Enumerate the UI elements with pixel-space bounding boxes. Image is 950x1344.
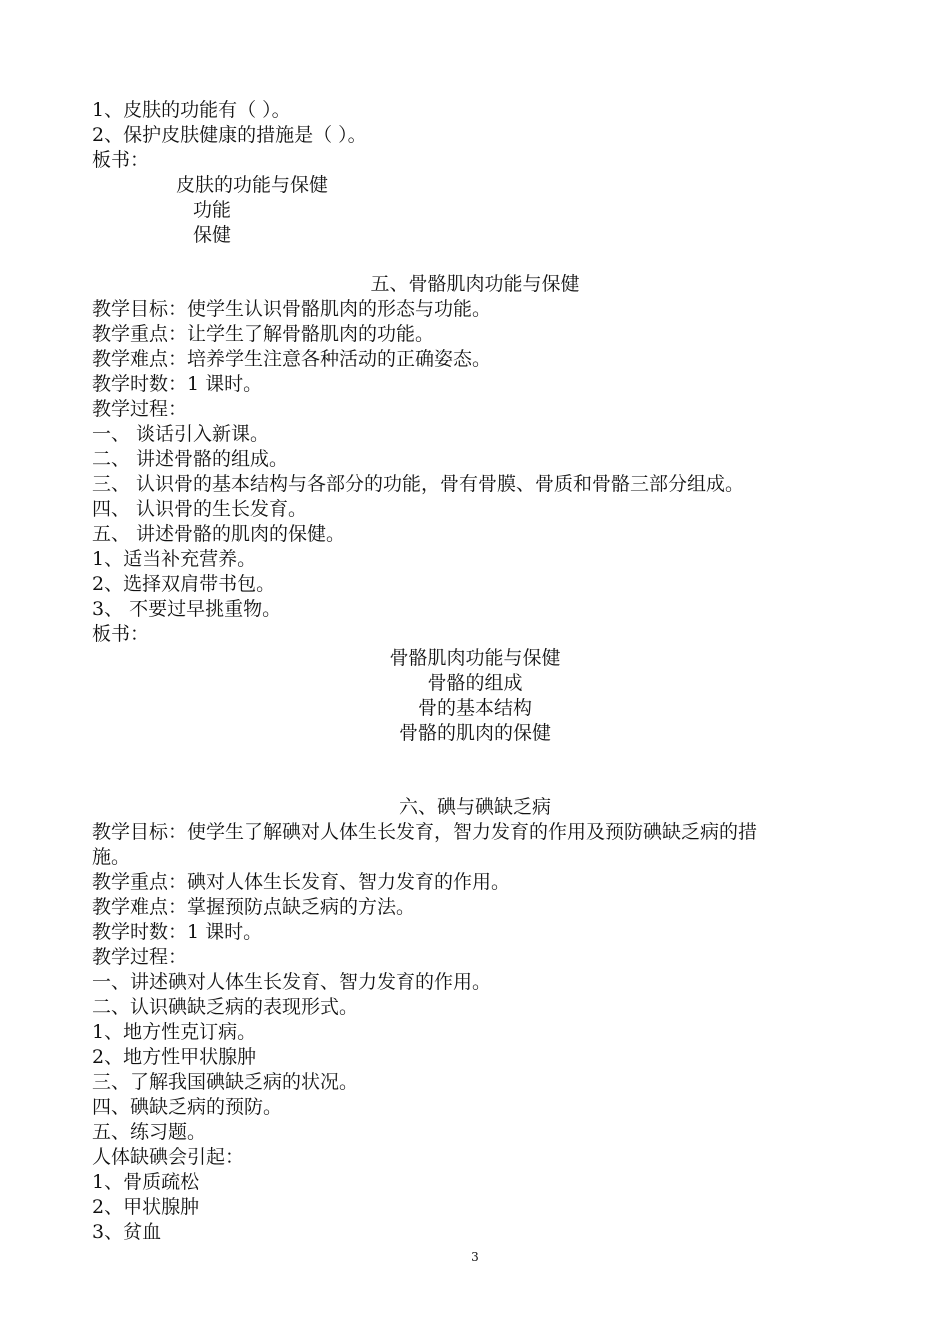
section5-board-item-3: 骨骼的肌肉的保健 bbox=[398, 722, 551, 744]
section5-board-item-2: 骨的基本结构 bbox=[417, 697, 532, 719]
section6-step-3: 三、了解我国碘缺乏病的状况。 bbox=[92, 1071, 359, 1093]
skin-question-2: 2、保护皮肤健康的措施是（ ）。 bbox=[92, 124, 367, 146]
section5-difficulty: 教学难点：培养学生注意各种活动的正确姿态。 bbox=[92, 348, 492, 370]
section6-goal: 教学目标：使学生了解碘对人体生长发育，智力发育的作用及预防碘缺乏病的措 bbox=[92, 821, 758, 843]
section6-sub-1: 1、地方性克订病。 bbox=[92, 1021, 257, 1043]
section5-sub-1: 1、适当补充营养。 bbox=[92, 548, 257, 570]
section5-step-5: 五、 讲述骨骼的肌肉的保健。 bbox=[92, 523, 346, 545]
section5-sub-2: 2、选择双肩带书包。 bbox=[92, 573, 276, 595]
section6-process-label: 教学过程： bbox=[92, 946, 188, 968]
section6-step-1: 一、讲述碘对人体生长发育、智力发育的作用。 bbox=[92, 971, 492, 993]
skin-board-item-function: 功能 bbox=[193, 199, 232, 221]
section5-board-title: 骨骼肌肉功能与保健 bbox=[389, 647, 561, 669]
section5-sub-3: 3、 不要过早挑重物。 bbox=[92, 598, 282, 620]
section6-step-2: 二、认识碘缺乏病的表现形式。 bbox=[92, 996, 359, 1018]
skin-question-1: 1、皮肤的功能有（ ）。 bbox=[92, 99, 291, 121]
section6-option-2: 2、甲状腺肿 bbox=[92, 1196, 200, 1218]
skin-board-item-care: 保健 bbox=[193, 224, 232, 246]
section5-title: 五、骨骼肌肉功能与保健 bbox=[370, 273, 580, 295]
skin-board-title: 皮肤的功能与保健 bbox=[176, 174, 329, 196]
section5-step-2: 二、 讲述骨骼的组成。 bbox=[92, 448, 289, 470]
section5-process-label: 教学过程： bbox=[92, 398, 188, 420]
section5-step-1: 一、 谈话引入新课。 bbox=[92, 423, 270, 445]
section6-step-4: 四、碘缺乏病的预防。 bbox=[92, 1096, 283, 1118]
section6-option-1: 1、骨质疏松 bbox=[92, 1171, 200, 1193]
section6-question: 人体缺碘会引起： bbox=[92, 1146, 245, 1168]
section6-hours: 教学时数：1 课时。 bbox=[92, 921, 263, 943]
section6-difficulty: 教学难点：掌握预防点缺乏病的方法。 bbox=[92, 896, 416, 918]
section5-step-3: 三、 认识骨的基本结构与各部分的功能，骨有骨膜、骨质和骨骼三部分组成。 bbox=[92, 473, 745, 495]
section6-title: 六、碘与碘缺乏病 bbox=[398, 796, 551, 818]
page-number: 3 bbox=[471, 1250, 479, 1264]
section6-option-3: 3、贫血 bbox=[92, 1221, 162, 1243]
section6-step-5: 五、练习题。 bbox=[92, 1121, 207, 1143]
section5-step-4: 四、 认识骨的生长发育。 bbox=[92, 498, 308, 520]
section6-goal-cont: 施。 bbox=[92, 846, 131, 868]
section6-sub-2: 2、地方性甲状腺肿 bbox=[92, 1046, 257, 1068]
section5-board-item-1: 骨骼的组成 bbox=[427, 672, 523, 694]
section5-goal: 教学目标：使学生认识骨骼肌肉的形态与功能。 bbox=[92, 298, 492, 320]
section6-key-point: 教学重点：碘对人体生长发育、智力发育的作用。 bbox=[92, 871, 511, 893]
skin-board-label: 板书： bbox=[92, 149, 150, 171]
section5-key-point: 教学重点：让学生了解骨骼肌肉的功能。 bbox=[92, 323, 435, 345]
section5-hours: 教学时数：1 课时。 bbox=[92, 373, 263, 395]
section5-board-label: 板书： bbox=[92, 623, 150, 645]
